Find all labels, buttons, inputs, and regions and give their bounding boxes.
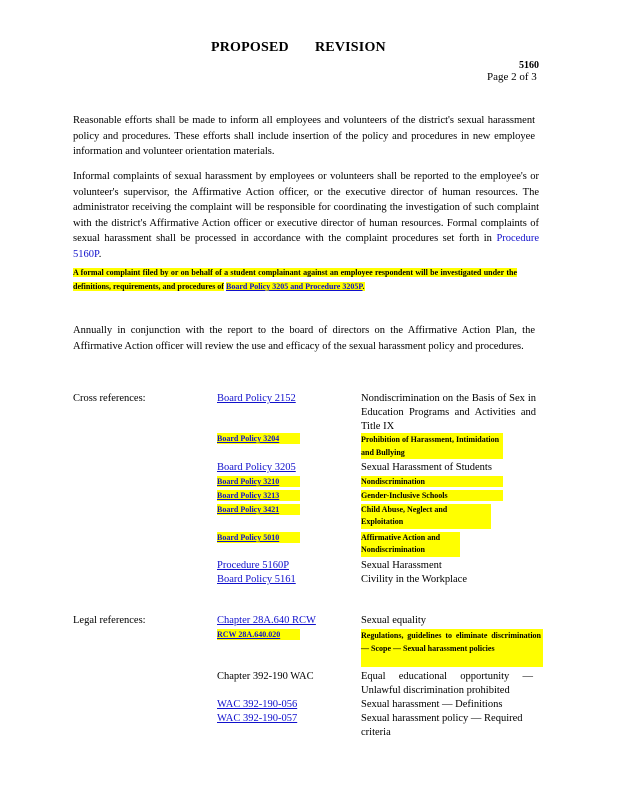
legal-ref-wac-392-190-056[interactable]: WAC 392-190-056	[217, 699, 298, 710]
legal-ref-wac-392-190-057[interactable]: WAC 392-190-057	[217, 713, 298, 724]
legal-references-label: Legal references:	[73, 615, 146, 626]
cross-ref-title-3210: Nondiscrimination	[361, 476, 503, 487]
page-indicator: Page 2 of 3	[487, 71, 537, 83]
cross-ref-title-5160p: Sexual Harassment	[361, 560, 442, 571]
cross-ref-board-policy-3210[interactable]: Board Policy 3210	[217, 476, 300, 487]
cross-ref-title-3213: Gender-Inclusive Schools	[361, 490, 503, 501]
paragraph-student-complaint	[73, 266, 517, 294]
legal-ref-title-392-190: Equal educational opportunity — Unlawful discrimination prohibited	[361, 671, 533, 696]
legal-ref-title-057: Sexual harassment policy — Required criteria	[361, 713, 523, 738]
legal-ref-rcw-28a640020[interactable]: RCW 28A.640.020	[217, 629, 300, 640]
cross-ref-board-policy-5161[interactable]: Board Policy 5161	[217, 574, 296, 585]
cross-ref-board-policy-3421[interactable]: Board Policy 3421	[217, 504, 300, 515]
cross-ref-title-5010: Affirmative Action and Nondiscrimination	[361, 533, 441, 554]
policy-number: 5160	[519, 60, 539, 71]
cross-ref-title-2152: Nondiscrimination on the Basis of Sex in Education Programs and Activities and Title IX	[361, 393, 536, 432]
paragraph-notification: Reasonable efforts shall be made to inform all employees and volunteers of the district's sexual harassment policy and procedures. These efforts shall include insertion of the policy and procedures in new employee information and volunteer orientation materials.	[73, 115, 535, 157]
cross-ref-title-3205: Sexual Harassment of Students	[361, 462, 492, 473]
paragraph-informal-end: .	[98, 248, 102, 260]
student-complaint-text: A formal complaint filed by or on behalf of a student complainant against an employee respondent will be investigated under the definitions, requirements, and procedures of	[73, 268, 517, 291]
cross-ref-board-policy-3204[interactable]: Board Policy 3204	[217, 434, 280, 443]
title-revision: REVISION	[315, 40, 386, 55]
student-complaint-end: .	[362, 282, 365, 291]
paragraph-informal-text: Informal complaints of sexual harassment by employees or volunteers shall be reported to the employee's or volunteer's supervisor, the Affirmative Action officer, or the executive director of human resources. The administrator receiving the complaint will be responsible for coordinating the investigation of such complaint with the district's Affirmative Action officer or executive director of human resources. Formal complaints of sexual harassment shall be processed in accordance with the complaint procedures set forth in	[73, 171, 539, 244]
paragraph-annual-review: Annually in conjunction with the report to the board of directors on the Affirmative Action Plan, the Affirmative Action officer will review the use and efficacy of the sexual harassment policy and procedures.	[73, 325, 535, 352]
cross-ref-board-policy-3205[interactable]: Board Policy 3205	[217, 462, 296, 473]
legal-ref-title-28a640: Sexual equality	[361, 615, 427, 626]
procedure-5160p-link[interactable]: Procedure 5160P	[73, 233, 540, 260]
legal-ref-chapter-28a640[interactable]: Chapter 28A.640 RCW	[217, 615, 316, 626]
legal-ref-title-28a640020: Regulations, guidelines to eliminate discrimination — Scope — Sexual harassment policies	[361, 631, 541, 653]
cross-ref-board-policy-5010[interactable]: Board Policy 5010	[217, 532, 300, 543]
cross-references-label: Cross references:	[73, 393, 146, 404]
cross-ref-title-3421: Child Abuse, Neglect and Exploitation	[361, 505, 448, 526]
board-policy-3205-link[interactable]: Board Policy 3205 and Procedure 3205P	[225, 282, 363, 291]
cross-ref-board-policy-3213[interactable]: Board Policy 3213	[217, 490, 300, 501]
paragraph-informal-complaints	[73, 169, 539, 262]
title-proposed: PROPOSED	[211, 40, 289, 55]
cross-ref-title-3204: Prohibition of Harassment, Intimidation and Bullying	[361, 435, 500, 457]
cross-ref-title-5161: Civility in the Workplace	[361, 574, 467, 585]
cross-ref-board-policy-2152[interactable]: Board Policy 2152	[217, 393, 296, 404]
cross-ref-procedure-5160p[interactable]: Procedure 5160P	[217, 560, 290, 571]
legal-ref-chapter-392-190: Chapter 392-190 WAC	[217, 671, 314, 682]
legal-ref-title-056: Sexual harassment — Definitions	[361, 699, 503, 710]
